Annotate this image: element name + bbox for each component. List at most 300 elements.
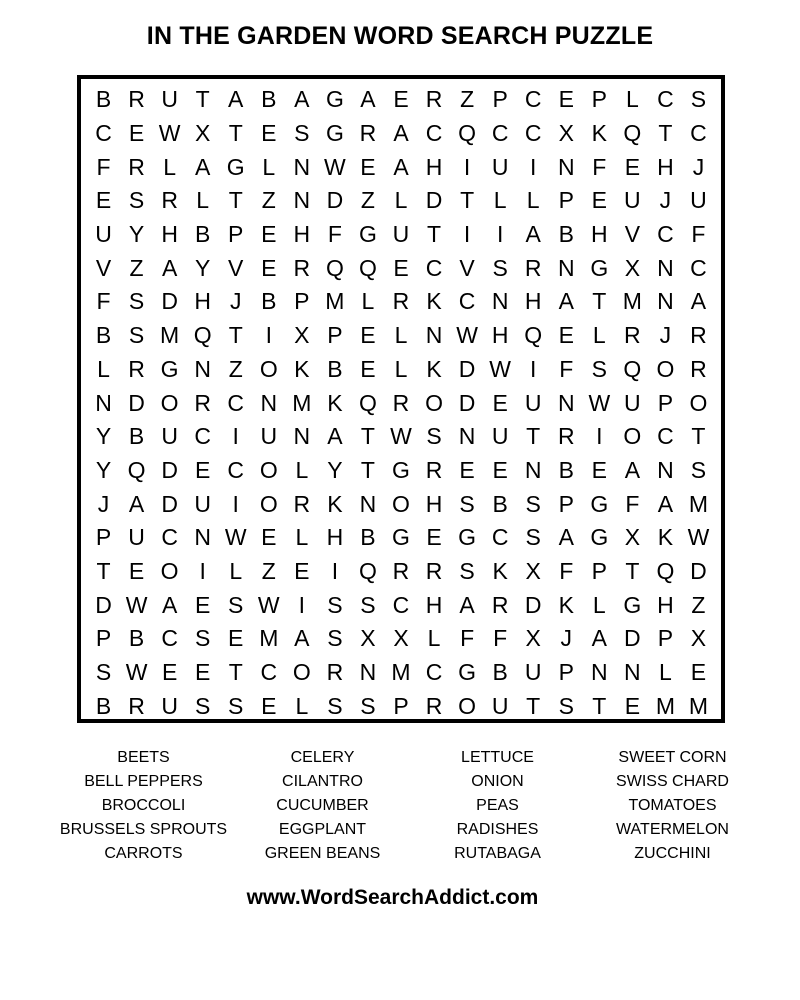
grid-letter: R (425, 557, 443, 584)
word-column (235, 746, 410, 866)
grid-letter: F (691, 221, 706, 248)
grid-letter: Q (458, 120, 477, 147)
grid-letter: Y (95, 456, 112, 483)
grid-letter: H (491, 322, 509, 349)
grid-letter: S (128, 322, 145, 349)
word-item: WATERMELON (616, 821, 729, 838)
grid-letter: H (161, 221, 178, 248)
word-item: LETTUCE (461, 749, 534, 766)
grid-letter: P (228, 221, 244, 248)
grid-letter: X (525, 557, 541, 584)
grid-letter: K (591, 120, 607, 147)
grid-letter: V (459, 254, 475, 281)
grid-letter: Q (325, 254, 344, 281)
grid-letter: U (95, 221, 112, 248)
grid-letter: A (657, 490, 674, 517)
grid-letter: E (690, 659, 707, 686)
grid-letter: N (657, 288, 674, 315)
grid-letter: R (690, 322, 707, 349)
word-item: GREEN BEANS (264, 845, 381, 862)
grid-letter: W (456, 322, 478, 349)
grid-letter: C (425, 120, 443, 147)
grid-letter: C (657, 423, 674, 450)
grid-letter: C (524, 86, 542, 113)
grid-letter: N (491, 288, 509, 315)
grid-letter: R (194, 389, 211, 416)
grid-letter: G (325, 120, 344, 147)
grid-letter: Z (691, 591, 706, 618)
grid-letter: P (558, 659, 574, 686)
grid-letter: E (128, 120, 145, 147)
grid-letter: H (657, 591, 674, 618)
grid-letter: D (624, 625, 641, 652)
grid-letter: U (392, 221, 410, 248)
grid-letter: A (294, 625, 310, 652)
grid-letter: X (393, 625, 409, 652)
grid-letter: U (161, 692, 178, 719)
grid-letter: P (393, 692, 409, 719)
grid-letter: R (128, 86, 145, 113)
grid-letter: E (558, 86, 574, 113)
grid-letter: N (557, 254, 575, 281)
grid-letter: T (360, 423, 375, 450)
grid-letter: E (195, 456, 211, 483)
grid-letter: E (360, 322, 376, 349)
grid-letter: K (327, 490, 343, 517)
grid-letter: I (530, 355, 537, 382)
grid-letter: P (95, 625, 112, 652)
grid-letter: W (390, 423, 412, 450)
word-item: CELERY (290, 749, 355, 766)
grid-letter: N (524, 456, 542, 483)
grid-letter: T (96, 557, 111, 584)
grid-letter: E (195, 659, 211, 686)
grid-letter: A (591, 625, 607, 652)
grid-letter: P (294, 288, 310, 315)
grid-letter: R (392, 288, 410, 315)
grid-letter: Z (360, 187, 375, 214)
grid-letter: E (261, 120, 277, 147)
grid-letter: A (525, 221, 541, 248)
grid-letter: R (425, 86, 443, 113)
grid-letter: A (558, 524, 574, 551)
grid-letter: Y (327, 456, 343, 483)
grid-letter: L (229, 557, 243, 584)
grid-letter: E (426, 524, 442, 551)
grid-letter: W (324, 153, 346, 180)
grid-letter: E (261, 221, 277, 248)
grid-letter: T (228, 322, 243, 349)
grid-letter: N (624, 659, 641, 686)
grid-letter: S (360, 692, 376, 719)
grid-letter: M (325, 288, 345, 315)
grid-letter: H (293, 221, 311, 248)
grid-letter: D (458, 355, 476, 382)
grid-letter: S (525, 490, 541, 517)
grid-letter: R (293, 254, 311, 281)
grid-letter: R (624, 322, 641, 349)
grid-letter: R (491, 591, 509, 618)
word-column (410, 746, 585, 866)
grid-letter: Z (129, 254, 144, 281)
grid-letter: L (625, 86, 639, 113)
grid-letter: U (128, 524, 145, 551)
grid-letter: B (492, 490, 508, 517)
grid-letter: D (161, 490, 178, 517)
grid-letter: W (489, 355, 511, 382)
grid-letter: Y (195, 254, 211, 281)
grid-letter: B (558, 221, 574, 248)
grid-letter: B (327, 355, 343, 382)
grid-letter: A (228, 86, 244, 113)
grid-letter: G (458, 659, 477, 686)
grid-letter: A (393, 153, 409, 180)
grid-letter: E (624, 153, 641, 180)
grid-letter: F (592, 153, 607, 180)
grid-letter: U (161, 423, 178, 450)
word-item: ZUCCHINI (634, 845, 711, 862)
grid-letter: I (463, 221, 471, 248)
word-item: SWEET CORN (618, 749, 727, 766)
grid-letter: B (95, 692, 112, 719)
grid-letter: O (689, 389, 708, 416)
grid-letter: T (526, 692, 541, 719)
grid-letter: Q (524, 322, 543, 349)
grid-letter: S (195, 625, 211, 652)
grid-letter: Q (358, 389, 377, 416)
grid-letter: X (525, 625, 541, 652)
grid-letter: S (690, 86, 707, 113)
grid-letter: S (459, 490, 475, 517)
grid-letter: O (160, 389, 179, 416)
grid-letter: C (227, 389, 245, 416)
grid-letter: C (657, 221, 674, 248)
grid-letter: I (331, 557, 339, 584)
grid-letter: B (95, 86, 112, 113)
grid-letter: E (591, 187, 607, 214)
grid-letter: J (560, 625, 572, 652)
grid-letter: L (427, 625, 441, 652)
grid-letter: R (425, 456, 443, 483)
grid-letter: I (298, 591, 306, 618)
grid-letter: C (524, 120, 542, 147)
grid-letter: T (228, 659, 243, 686)
grid-letter: U (524, 659, 542, 686)
grid-letter: F (327, 221, 342, 248)
grid-letter: L (592, 322, 606, 349)
grid-letter: L (163, 153, 177, 180)
grid-letter: C (161, 524, 178, 551)
grid-letter: D (161, 288, 178, 315)
grid-letter: E (360, 355, 376, 382)
grid-letter: N (359, 659, 377, 686)
grid-letter: N (557, 153, 575, 180)
word-list (0, 746, 800, 866)
grid-letter: S (327, 692, 343, 719)
grid-letter: E (393, 254, 409, 281)
grid-letter: A (128, 490, 145, 517)
grid-letter: P (558, 187, 574, 214)
word-item: BELL PEPPERS (84, 773, 203, 790)
word-item: ONION (471, 773, 524, 790)
grid-letter: E (128, 557, 145, 584)
grid-letter: G (358, 221, 377, 248)
grid-letter: G (325, 86, 344, 113)
grid-letter: S (95, 659, 112, 686)
word-item: BRUSSELS SPROUTS (59, 821, 228, 838)
grid-letter: R (293, 490, 311, 517)
word-column (585, 746, 760, 866)
grid-letter: T (658, 120, 673, 147)
word-item: BEETS (117, 749, 170, 766)
grid-letter: H (425, 153, 443, 180)
grid-letter: W (687, 524, 710, 551)
grid-letter: S (690, 456, 707, 483)
grid-letter: N (293, 153, 311, 180)
word-column (52, 746, 235, 866)
grid-letter: W (125, 659, 148, 686)
grid-letter: C (491, 120, 509, 147)
word-item: TOMATOES (628, 797, 717, 814)
grid-letter: L (493, 187, 507, 214)
grid-letter: A (161, 591, 178, 618)
grid-letter: B (360, 524, 376, 551)
grid-letter: C (491, 524, 509, 551)
grid-letter: U (194, 490, 211, 517)
word-item: RUTABAGA (454, 845, 541, 862)
grid-letter: F (559, 557, 574, 584)
grid-letter: R (128, 355, 145, 382)
grid-letter: H (326, 524, 344, 551)
grid-letter: S (294, 120, 310, 147)
grid-letter: D (326, 187, 344, 214)
grid-letter: X (624, 254, 641, 281)
grid-letter: R (128, 692, 145, 719)
grid-letter: N (425, 322, 443, 349)
grid-letter: O (259, 355, 278, 382)
grid-letter: V (624, 221, 641, 248)
grid-letter: H (590, 221, 608, 248)
word-item: BROCCOLI (101, 797, 186, 814)
grid-letter: U (690, 187, 707, 214)
grid-letter: W (588, 389, 611, 416)
grid-letter: B (128, 625, 145, 652)
grid-letter: O (160, 557, 179, 584)
word-item: SWISS CHARD (616, 773, 729, 790)
grid-letter: P (657, 389, 674, 416)
grid-letter: S (327, 625, 343, 652)
grid-letter: P (657, 625, 674, 652)
grid-letter: S (195, 692, 211, 719)
grid-letter: N (260, 389, 278, 416)
grid-letter: M (655, 692, 675, 719)
grid-letter: H (194, 288, 211, 315)
grid-letter: F (96, 153, 111, 180)
grid-letter: Q (193, 322, 212, 349)
grid-letter: P (591, 557, 607, 584)
grid-letter: U (624, 389, 641, 416)
grid-letter: T (526, 423, 541, 450)
grid-letter: Q (127, 456, 146, 483)
grid-letter: G (590, 524, 609, 551)
grid-letter: V (95, 254, 112, 281)
grid-letter: K (492, 557, 508, 584)
grid-letter: S (525, 524, 541, 551)
grid-letter: N (590, 659, 608, 686)
grid-letter: O (656, 355, 675, 382)
grid-letter: L (592, 591, 606, 618)
page-title: IN THE GARDEN WORD SEARCH PUZZLE (146, 22, 654, 50)
grid-letter: F (493, 625, 508, 652)
grid-letter: E (195, 591, 211, 618)
grid-letter: C (690, 254, 707, 281)
grid-letter: Q (358, 254, 377, 281)
grid-letter: M (391, 659, 411, 686)
grid-letter: A (624, 456, 641, 483)
grid-letter: S (228, 591, 244, 618)
grid-letter: K (426, 355, 442, 382)
grid-letter: L (97, 355, 110, 382)
grid-letter: S (360, 591, 376, 618)
grid-letter: R (392, 389, 410, 416)
grid-letter: N (95, 389, 112, 416)
grid-letter: B (558, 456, 574, 483)
grid-letter: R (359, 120, 377, 147)
word-item: RADISHES (456, 821, 539, 838)
grid-letter: F (625, 490, 640, 517)
grid-letter: I (596, 423, 603, 450)
grid-letter: N (557, 389, 575, 416)
grid-letter: N (359, 490, 377, 517)
grid-letter: E (492, 389, 508, 416)
grid-letter: L (262, 153, 276, 180)
grid-letter: K (294, 355, 310, 382)
grid-letter: C (458, 288, 476, 315)
grid-letter: O (392, 490, 410, 517)
word-item: CARROTS (104, 845, 183, 862)
grid-letter: S (492, 254, 508, 281)
grid-letter: S (128, 187, 145, 214)
grid-letter: U (491, 153, 509, 180)
grid-letter: M (688, 490, 709, 517)
grid-letter: L (526, 187, 540, 214)
grid-letter: E (294, 557, 310, 584)
grid-letter: U (524, 389, 542, 416)
grid-letter: G (590, 490, 609, 517)
grid-letter: T (360, 456, 375, 483)
grid-letter: C (657, 86, 674, 113)
grid-letter: A (360, 86, 376, 113)
grid-letter: R (128, 153, 145, 180)
grid-letter: D (690, 557, 707, 584)
grid-letter: G (226, 153, 245, 180)
grid-letter: A (459, 591, 475, 618)
grid-letter: L (394, 322, 408, 349)
grid-letter: Z (460, 86, 475, 113)
grid-letter: X (624, 524, 641, 551)
grid-letter: C (161, 625, 178, 652)
grid-letter: A (558, 288, 574, 315)
grid-letter: P (327, 322, 343, 349)
grid-letter: R (524, 254, 542, 281)
grid-letter: E (492, 456, 508, 483)
grid-letter: T (228, 187, 243, 214)
grid-letter: U (624, 187, 641, 214)
grid-letter: Q (623, 355, 642, 382)
grid-letter: T (592, 692, 607, 719)
grid-letter: J (97, 490, 110, 517)
grid-letter: C (690, 120, 707, 147)
grid-letter: I (232, 423, 239, 450)
grid-letter: G (392, 456, 410, 483)
grid-letter: R (557, 423, 575, 450)
grid-letter: E (261, 254, 277, 281)
grid-letter: C (425, 659, 443, 686)
grid-letter: E (161, 659, 178, 686)
grid-letter: M (259, 625, 279, 652)
grid-letter: Q (656, 557, 675, 584)
grid-letter: B (95, 322, 112, 349)
word-item: PEAS (476, 797, 519, 814)
grid-letter: E (624, 692, 641, 719)
grid-letter: A (393, 120, 409, 147)
grid-letter: D (161, 456, 178, 483)
grid-letter: T (228, 120, 243, 147)
letter-grid (87, 83, 715, 723)
grid-letter: Z (261, 557, 276, 584)
grid-letter: X (360, 625, 376, 652)
grid-letter: R (392, 557, 410, 584)
grid-letter: K (327, 389, 343, 416)
grid-letter: S (128, 288, 145, 315)
grid-letter: P (492, 86, 508, 113)
grid-letter: I (232, 490, 239, 517)
grid-letter: P (95, 524, 112, 551)
grid-letter: S (558, 692, 574, 719)
grid-letter: L (394, 355, 408, 382)
grid-letter: L (659, 659, 672, 686)
grid-letter: J (692, 153, 705, 180)
grid-letter: T (460, 187, 475, 214)
puzzle-grid-frame (77, 75, 725, 723)
grid-letter: E (261, 524, 277, 551)
grid-letter: N (293, 423, 311, 450)
grid-letter: Z (228, 355, 243, 382)
grid-letter: N (194, 524, 211, 551)
grid-letter: E (591, 456, 607, 483)
website-url: www.WordSearchAddict.com (246, 886, 539, 909)
grid-letter: F (559, 355, 574, 382)
grid-letter: B (195, 221, 211, 248)
grid-letter: L (295, 456, 309, 483)
grid-letter: O (259, 490, 278, 517)
grid-letter: O (425, 389, 443, 416)
grid-letter: M (160, 322, 180, 349)
grid-letter: K (426, 288, 442, 315)
grid-letter: E (393, 86, 409, 113)
grid-letter: R (326, 659, 344, 686)
grid-letter: R (425, 692, 443, 719)
grid-letter: S (459, 557, 475, 584)
grid-letter: B (261, 288, 277, 315)
grid-letter: F (96, 288, 111, 315)
grid-letter: H (657, 153, 674, 180)
grid-letter: L (361, 288, 375, 315)
grid-letter: Y (128, 221, 145, 248)
grid-letter: C (227, 456, 245, 483)
grid-letter: X (195, 120, 211, 147)
grid-letter: L (295, 692, 309, 719)
